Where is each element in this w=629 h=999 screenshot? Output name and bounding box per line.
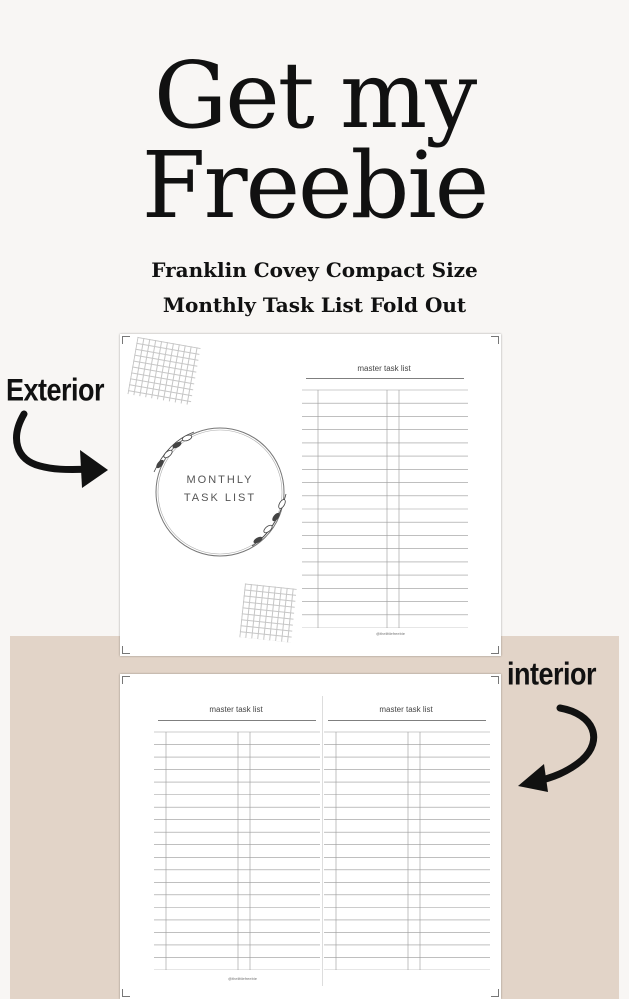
subtitle-line-2: Monthly Task List Fold Out	[162, 293, 467, 317]
task-list-heading: master task list	[357, 364, 411, 373]
cover-title-line-1: MONTHLY	[186, 474, 254, 486]
interior-label: interior	[507, 657, 597, 692]
exterior-label: Exterior	[6, 373, 105, 408]
curved-arrow-left-icon	[512, 700, 604, 796]
headline-line-2: Freebie	[141, 132, 488, 239]
task-list-table	[302, 378, 468, 628]
credit-text: @thelittlefreebie	[376, 631, 405, 636]
grid-pattern-icon	[127, 337, 200, 405]
left-task-list-heading: master task list	[209, 705, 263, 714]
exterior-page	[120, 334, 501, 656]
cover-title-line-2: TASK LIST	[183, 492, 257, 504]
grid-pattern-icon	[239, 583, 296, 642]
center-fold-line	[322, 696, 323, 986]
subtitle-line-1: Franklin Covey Compact Size	[151, 258, 478, 282]
right-task-list-table	[324, 720, 490, 970]
interior-page	[120, 674, 501, 999]
curved-arrow-right-icon	[10, 408, 114, 498]
right-task-list-heading: master task list	[379, 705, 433, 714]
headline-line-1: Get my	[153, 42, 476, 149]
left-task-list-table	[154, 720, 320, 970]
leaf-wreath-icon	[150, 424, 292, 558]
credit-text: @thelittlefreebie	[228, 976, 257, 981]
